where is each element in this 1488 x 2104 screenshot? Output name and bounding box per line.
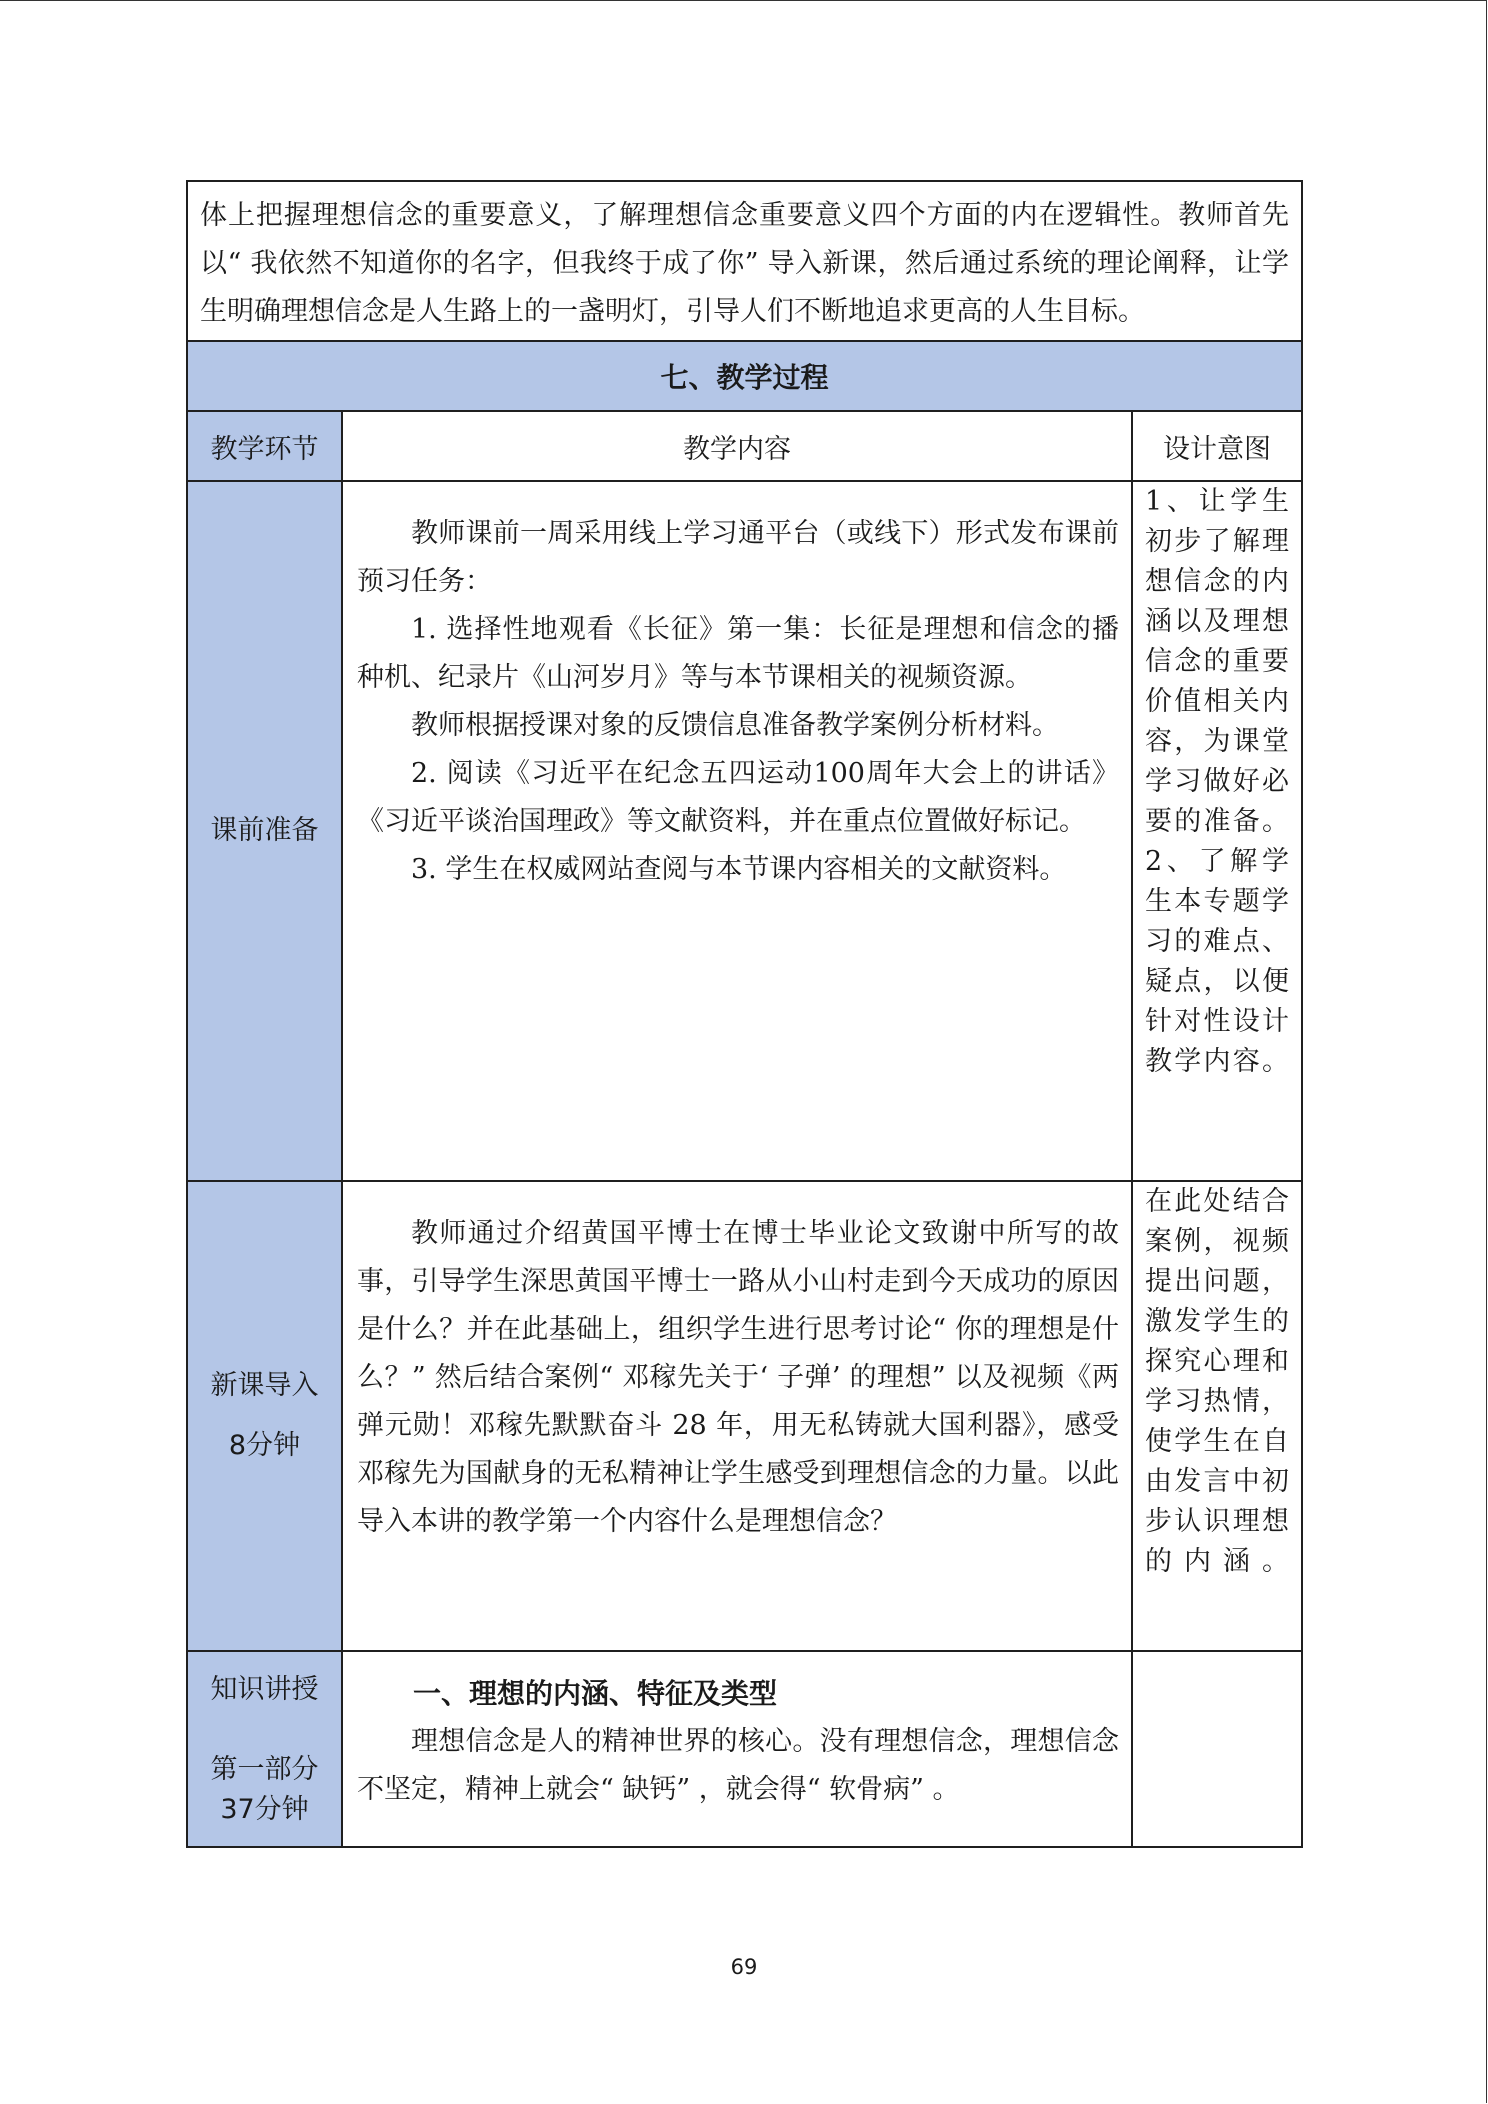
intent-paragraph: 2、了解学生本专题学习的难点、疑点，以便针对性设计教学内容。 xyxy=(1145,846,1289,1077)
content-paragraph: 3. 学生在权威网站查阅与本节课内容相关的文献资料。 xyxy=(411,854,1067,885)
table-row xyxy=(187,1651,1302,1847)
intent-cell xyxy=(1132,1651,1302,1847)
section-title: 七、教学过程 xyxy=(187,341,1302,411)
intent-paragraph: 1、让学生初步了解理想信念的内涵以及理想信念的重要价值相关内容，为课堂学习做好必要的准备。 xyxy=(1145,486,1289,837)
stage-cell xyxy=(187,1181,342,1651)
intent-paragraph: 在此处结合案例，视频提出问题，激发学生的探究心理和学习热情，使学生在自由发言中初步认识理想的内涵。 xyxy=(1145,1186,1289,1577)
content-paragraph: 1. 选择性地观看《长征》第一集：长征是理想和信念的播种机、纪录片《山河岁月》等与本节课相关的视频资源。 xyxy=(357,614,1119,693)
intent-cell xyxy=(1132,1181,1302,1651)
intro-row xyxy=(187,181,1302,341)
stage-cell xyxy=(187,481,342,1181)
stage-label: 新课导入 xyxy=(210,1370,319,1401)
header-content: 教学内容 xyxy=(342,411,1132,481)
header-intent: 设计意图 xyxy=(1132,411,1302,481)
content-cell xyxy=(342,481,1132,1181)
content-cell xyxy=(342,1181,1132,1651)
intro-cell xyxy=(187,181,1302,341)
content-paragraph: 2. 阅读《习近平在纪念五四运动100周年大会上的讲话》《习近平谈治国理政》等文献资料，并在重点位置做好标记。 xyxy=(357,758,1119,837)
header-stage: 教学环节 xyxy=(187,411,342,481)
table-row xyxy=(187,1181,1302,1651)
stage-duration: 37分钟 xyxy=(220,1794,309,1825)
content-paragraph: 教师课前一周采用线上学习通平台（或线下）形式发布课前预习任务： xyxy=(357,518,1119,597)
content-heading: 一、理想的内涵、特征及类型 xyxy=(413,1677,778,1710)
intent-cell xyxy=(1132,481,1302,1181)
teaching-plan-table xyxy=(186,180,1303,1848)
page-number: 69 xyxy=(730,1955,758,1979)
stage-duration: 8分钟 xyxy=(228,1430,301,1461)
content-paragraph: 教师根据授课对象的反馈信息准备教学案例分析材料。 xyxy=(411,710,1059,741)
stage-label: 知识讲授 xyxy=(210,1674,319,1705)
stage-label: 课前准备 xyxy=(210,815,319,846)
intro-paragraph: 体上把握理想信念的重要意义，了解理想信念重要意义四个方面的内在逻辑性。教师首先以“ 我依然不知道你的名字，但我终于成了你” 导入新课，然后通过系统的理论阐释，让学生明确理想信念是人生路上的一盏明灯，引导人们不断地追求更高的人生目标。 xyxy=(200,200,1289,327)
table-row xyxy=(187,481,1302,1181)
header-row xyxy=(187,411,1302,481)
content-cell xyxy=(342,1651,1132,1847)
stage-cell xyxy=(187,1651,342,1847)
content-paragraph: 理想信念是人的精神世界的核心。没有理想信念，理想信念不坚定，精神上就会“ 缺钙” ，就会得“ 软骨病” 。 xyxy=(357,1726,1119,1805)
section-title-row xyxy=(187,341,1302,411)
stage-part: 第一部分 xyxy=(210,1754,319,1785)
content-paragraph: 教师通过介绍黄国平博士在博士毕业论文致谢中所写的故事，引导学生深思黄国平博士一路从小山村走到今天成功的原因是什么？并在此基础上，组织学生进行思考讨论“ 你的理想是什么？” 然后结合案例“ 邓稼先关于‘ 子弹’ 的理想” 以及视频《两弹元勋！邓稼先默默奋斗 28 年，用无私铸就大国利器》，感受邓稼先为国献身的无私精神让学生感受到理想信念的力量。以此导入本讲的教学第一个内容什么是理想信念？ xyxy=(357,1218,1119,1537)
